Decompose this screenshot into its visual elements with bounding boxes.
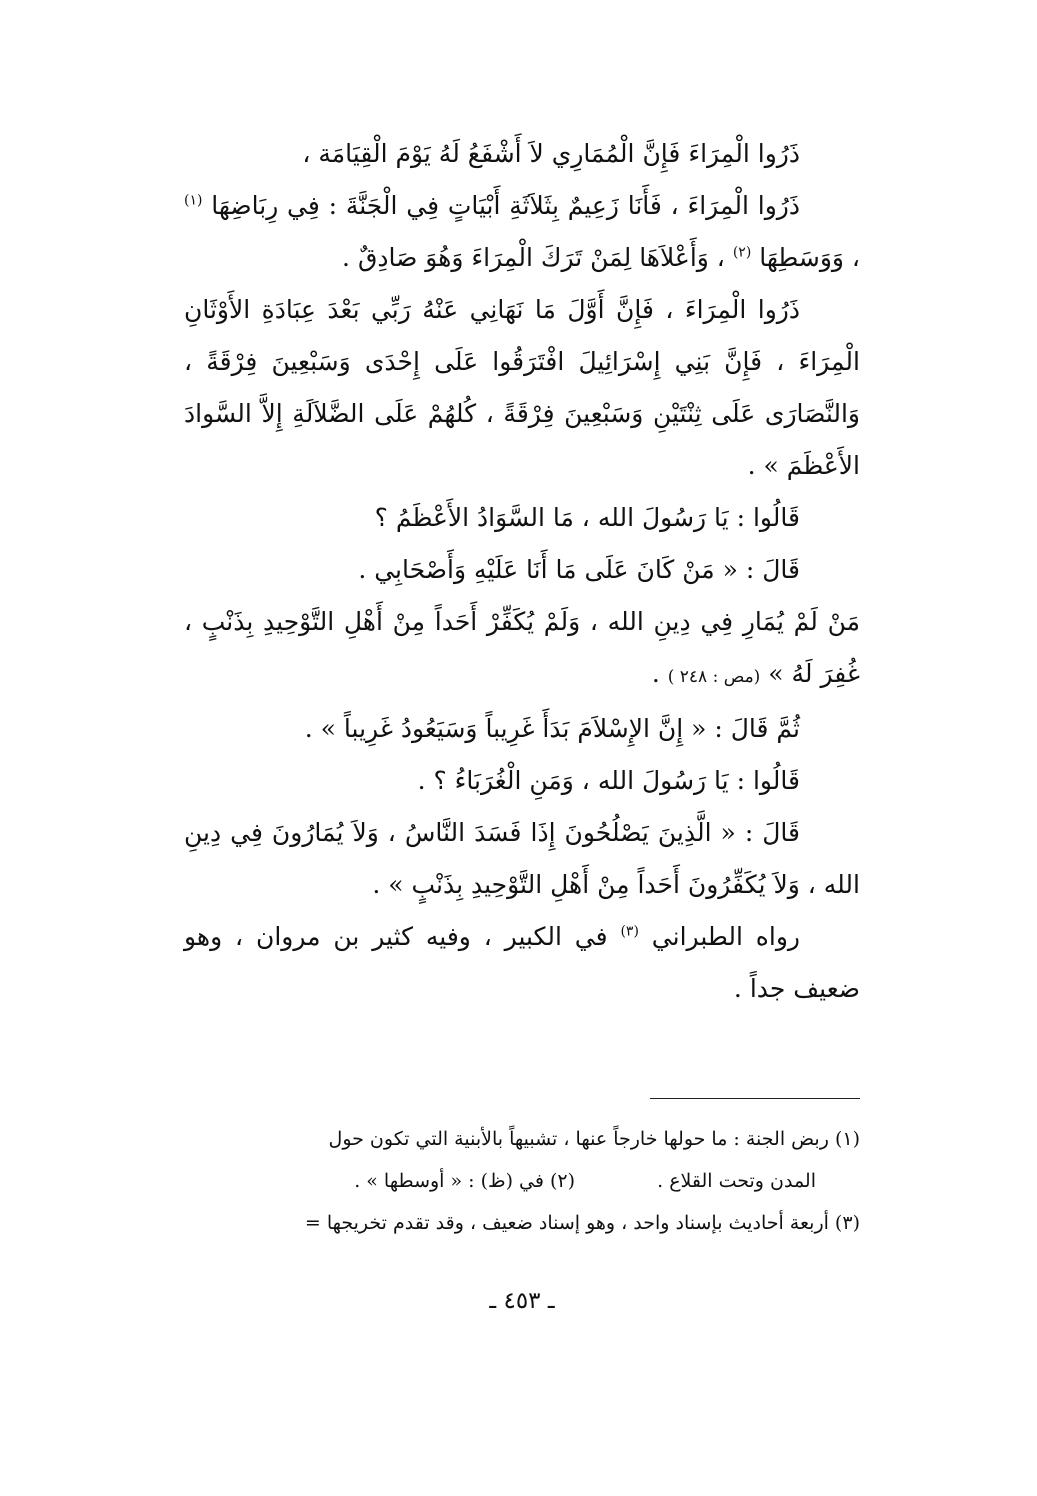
- paragraph-6: [184, 596, 860, 703]
- page-body: [184, 128, 860, 1348]
- paragraph-5: قَالَ : « مَنْ كَانَ عَلَى مَا أَنَا عَلَيْهِ وَأَصْحَابِي .: [358, 555, 800, 584]
- footnote-ref-2: (٢): [732, 244, 752, 261]
- source-reference: (مص : ٢٤٨ ): [667, 667, 761, 687]
- footnotes: [184, 1118, 860, 1244]
- paragraph-7: ثُمَّ قَالَ : « إِنَّ الإِسْلاَمَ بَدَأَ غَرِيباً وَسَيَعُودُ غَرِيباً » .: [304, 714, 800, 743]
- paragraph-6-end: .: [651, 659, 660, 688]
- footnote-2: (٢) في (ظ) : « أوسطها » .: [354, 1170, 576, 1192]
- paragraph-2: [184, 180, 860, 284]
- footnote-separator: [650, 1098, 860, 1099]
- main-text: [184, 128, 860, 1015]
- footnote-3: (٣) أربعة أحاديث بإسناد واحد ، وهو إسناد ضعيف ، وقد تقدم تخريجها =: [304, 1212, 860, 1234]
- paragraph-2-part-a: ذَرُوا الْمِرَاءَ ، فَأَنَا زَعِيمٌ بِثَلاَثَةِ أَبْيَاتٍ فِي الْجَنَّةَ : فِي رِبَاضِهَا: [211, 191, 800, 220]
- paragraph-9: قَالَ : « الَّذِينَ يَصْلُحُونَ إِذَا فَسَدَ النَّاسُ ، وَلاَ يُمَارُونَ فِي دِينِ الله ، وَلاَ يُكَفِّرُونَ أَحَداً مِنْ أَهْلِ التَّوْحِيدِ بِذَنْبٍ » .: [184, 818, 860, 899]
- paragraph-10: [184, 911, 860, 1015]
- paragraph-10-part-a: رواه الطبراني: [651, 922, 801, 951]
- paragraph-2-part-c: ، وَأَعْلاَهَا لِمَنْ تَرَكَ الْمِرَاءَ وَهُوَ صَادِقٌ .: [342, 243, 725, 272]
- paragraph-3: ذَرُوا الْمِرَاءَ ، فَإِنَّ أَوَّلَ مَا نَهَانِي عَنْهُ رَبِّي بَعْدَ عِبَادَةِ الأَوْثَانِ الْمِرَاءَ ، فَإِنَّ بَنِي إِسْرَائِيلَ افْتَرَقُوا عَلَى إِحْدَى وَسَبْعِينَ فِرْقَةً ، وَالنَّصَارَى عَلَى ثِنْتَيْنِ وَسَبْعِينَ فِرْقَةً ، كُلهُمْ عَلَى الضَّلاَلَةِ إِلاَّ السَّوادَ الأَعْظَمَ » .: [184, 295, 860, 480]
- footnote-ref-3: (٣): [620, 923, 639, 940]
- paragraph-2-part-b: ، وَوَسَطِهَا: [759, 243, 860, 272]
- paragraph-1: ذَرُوا الْمِرَاءَ فَإِنَّ الْمُمَارِي لاَ أَشْفَعُ لَهُ يَوْمَ الْقِيَامَة ،: [302, 139, 800, 168]
- paragraph-6-text: مَنْ لَمْ يُمَارِ فِي دِينِ الله ، وَلَمْ يُكَفِّرْ أَحَداً مِنْ أَهْلِ التَّوْحِيدِ بِذَنْبٍ ، غُفِرَ لَهُ »: [184, 607, 860, 688]
- footnote-1-2-line: [184, 1160, 860, 1202]
- footnote-1-line-1: (١) ربض الجنة : ما حولها خارجاً عنها ، تشبيهاً بالأبنية التي تكون حول: [328, 1128, 860, 1150]
- paragraph-4: قَالُوا : يَا رَسُولَ الله ، مَا السَّوَادُ الأَعْظَمُ ؟: [374, 503, 800, 532]
- footnote-ref-1: (١): [184, 192, 203, 209]
- paragraph-8: قَالُوا : يَا رَسُولَ الله ، وَمَنِ الْغُرَبَاءُ ؟ .: [417, 766, 800, 795]
- footnote-1-line-2: المدن وتحت القلاع .: [657, 1170, 816, 1192]
- page-number: ـ ٤٥٣ ـ: [489, 1288, 555, 1314]
- paragraph-10-part-b: في الكبير ، وفيه كثير بن مروان ، وهو ضعيف جداً .: [184, 922, 860, 1003]
